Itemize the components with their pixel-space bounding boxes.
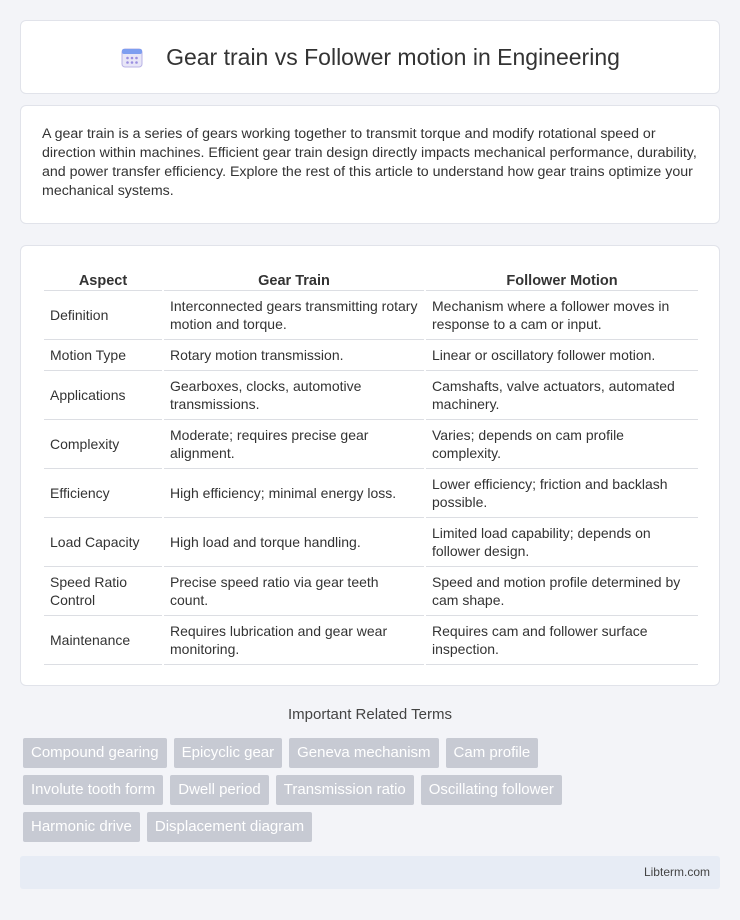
cell-gear-train: Precise speed ratio via gear teeth count. — [164, 567, 424, 616]
cell-aspect: Applications — [44, 371, 162, 420]
cell-follower-motion: Requires cam and follower surface inspection. — [426, 616, 698, 665]
calendar-icon — [120, 45, 144, 69]
cell-follower-motion: Speed and motion profile determined by cam shape. — [426, 567, 698, 616]
tag-compound-gearing[interactable]: Compound gearing — [23, 738, 167, 768]
table-row — [44, 518, 698, 567]
tag-epicyclic-gear[interactable]: Epicyclic gear — [174, 738, 283, 768]
footer — [20, 856, 720, 889]
page-title: Gear train vs Follower motion in Engineering — [166, 43, 620, 70]
cell-gear-train: Rotary motion transmission. — [164, 340, 424, 371]
comparison-card — [20, 245, 720, 686]
tag-row — [23, 775, 723, 805]
table-row — [44, 340, 698, 371]
cell-follower-motion: Lower efficiency; friction and backlash possible. — [426, 469, 698, 518]
intro-card — [20, 105, 720, 224]
table-row — [44, 469, 698, 518]
cell-follower-motion: Camshafts, valve actuators, automated machinery. — [426, 371, 698, 420]
cell-gear-train: Interconnected gears transmitting rotary motion and torque. — [164, 291, 424, 340]
table-row — [44, 567, 698, 616]
intro-paragraph: A gear train is a series of gears working together to transmit torque and modify rotational speed or direction within machines. Efficient gear train design directly impacts mechanical performance, durability, and power transfer efficiency. Explore the rest of this article to understand how gear trains optimize your mechanical systems. — [42, 126, 697, 199]
related-terms-tags — [23, 738, 723, 849]
table-row — [44, 420, 698, 469]
cell-gear-train: Gearboxes, clocks, automotive transmissions. — [164, 371, 424, 420]
tag-geneva-mechanism[interactable]: Geneva mechanism — [289, 738, 438, 768]
cell-gear-train: High efficiency; minimal energy loss. — [164, 469, 424, 518]
table-header-row — [44, 265, 698, 291]
tag-row — [23, 812, 723, 842]
cell-aspect: Motion Type — [44, 340, 162, 371]
cell-follower-motion: Limited load capability; depends on follower design. — [426, 518, 698, 567]
cell-aspect: Complexity — [44, 420, 162, 469]
tag-dwell-period[interactable]: Dwell period — [170, 775, 269, 805]
header-follower-motion: Follower Motion — [426, 265, 698, 291]
table-row — [44, 616, 698, 665]
tag-harmonic-drive[interactable]: Harmonic drive — [23, 812, 140, 842]
header-gear-train: Gear Train — [164, 265, 424, 291]
cell-gear-train: Requires lubrication and gear wear monitoring. — [164, 616, 424, 665]
cell-aspect: Definition — [44, 291, 162, 340]
table-row — [44, 291, 698, 340]
cell-aspect: Load Capacity — [44, 518, 162, 567]
header-aspect: Aspect — [44, 265, 162, 291]
title-card — [20, 20, 720, 94]
tag-row — [23, 738, 723, 768]
cell-follower-motion: Varies; depends on cam profile complexity. — [426, 420, 698, 469]
tag-involute-tooth-form[interactable]: Involute tooth form — [23, 775, 163, 805]
tag-oscillating-follower[interactable]: Oscillating follower — [421, 775, 562, 805]
cell-gear-train: Moderate; requires precise gear alignment. — [164, 420, 424, 469]
comparison-table — [42, 265, 700, 665]
footer-site-link[interactable]: Libterm.com — [643, 865, 710, 879]
related-terms-title: Important Related Terms — [288, 706, 452, 723]
cell-follower-motion: Mechanism where a follower moves in response to a cam or input. — [426, 291, 698, 340]
cell-aspect: Maintenance — [44, 616, 162, 665]
tag-cam-profile[interactable]: Cam profile — [446, 738, 539, 768]
table-row — [44, 371, 698, 420]
cell-aspect: Efficiency — [44, 469, 162, 518]
tag-transmission-ratio[interactable]: Transmission ratio — [276, 775, 414, 805]
tag-displacement-diagram[interactable]: Displacement diagram — [147, 812, 312, 842]
cell-gear-train: High load and torque handling. — [164, 518, 424, 567]
cell-aspect: Speed Ratio Control — [44, 567, 162, 616]
cell-follower-motion: Linear or oscillatory follower motion. — [426, 340, 698, 371]
